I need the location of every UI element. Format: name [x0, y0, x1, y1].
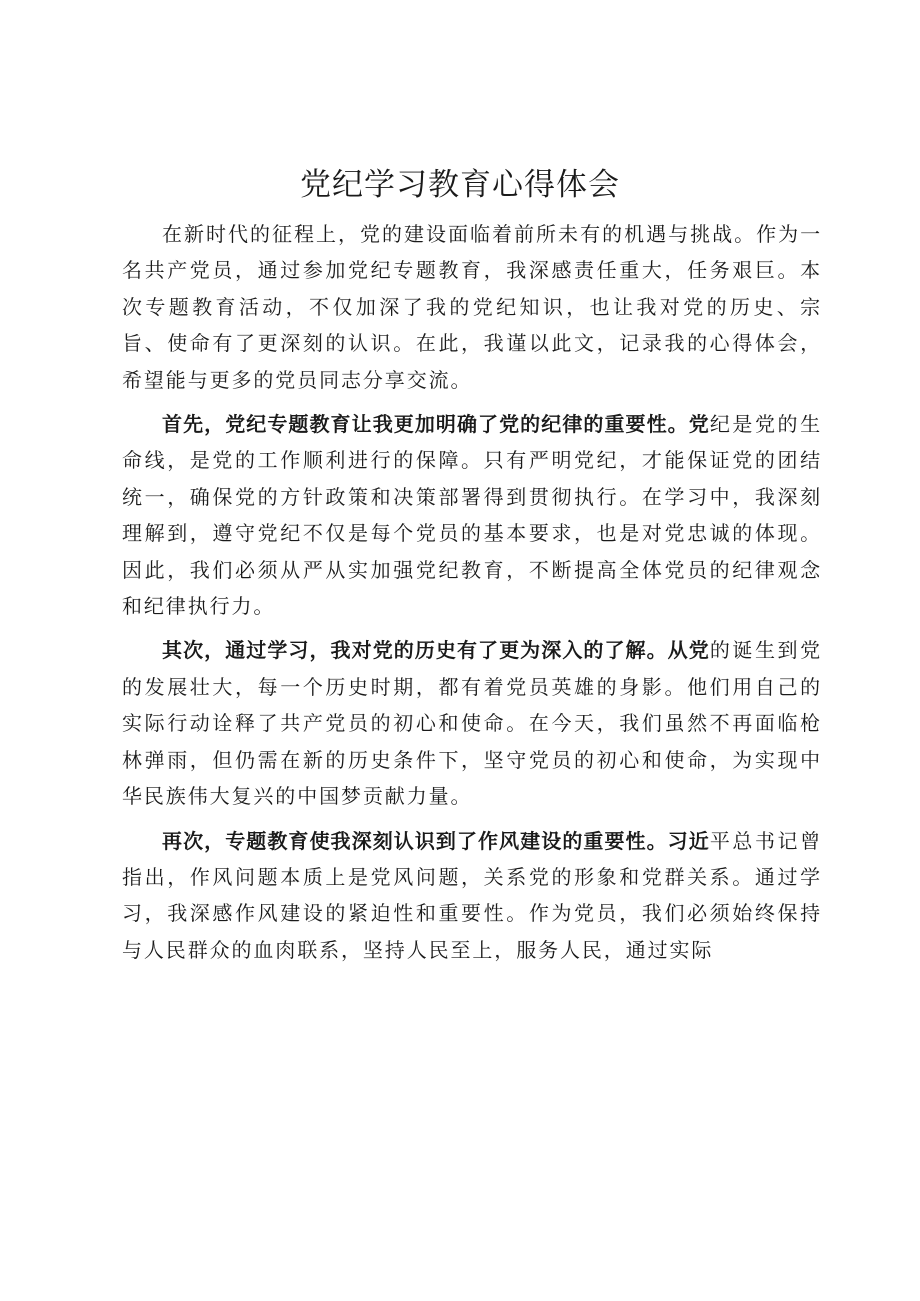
paragraph-text: 的诞生到党的发展壮大，每一个历史时期，都有着党员英雄的身影。他们用自己的实际行动诠释了共产党员的初心和使命。在今天，我们虽然不再面临枪林弹雨，但仍需在新的历史条件下，坚守党员的初心和使命，为实现中华民族伟大复兴的中国梦贡献力量。: [122, 638, 823, 809]
paragraph-lead: 再次，专题教育使我深刻认识到了作风建设的重要性。习近: [162, 828, 710, 853]
paragraph-history: [122, 632, 822, 814]
paragraph-text: 平总书记曾指出，作风问题本质上是党风问题，关系党的形象和党群关系。通过学习，我深感作风建设的紧迫性和重要性。作为党员，我们必须始终保持与人民群众的血肉联系，坚持人民至上，服务人民，通过实际: [122, 828, 823, 962]
document-body: [122, 216, 822, 976]
document-title: 党纪学习教育心得体会: [300, 167, 620, 203]
paragraph-lead: 其次，通过学习，我对党的历史有了更为深入的了解。从党: [162, 638, 710, 663]
paragraph-discipline: [122, 406, 822, 624]
paragraph-intro: [122, 216, 822, 398]
paragraph-lead: 首先，党纪专题教育让我更加明确了党的纪律的重要性。党: [162, 412, 710, 437]
paragraph-text: 纪是党的生命线，是党的工作顺利进行的保障。只有严明党纪，才能保证党的团结统一，确保党的方针政策和决策部署得到贯彻执行。在学习中，我深刻理解到，遵守党纪不仅是每个党员的基本要求，也是对党忠诚的体现。因此，我们必须从严从实加强党纪教育，不断提高全体党员的纪律观念和纪律执行力。: [122, 412, 823, 619]
paragraph-work-style: [122, 823, 822, 969]
paragraph-text: 在新时代的征程上，党的建设面临着前所未有的机遇与挑战。作为一名共产党员，通过参加党纪专题教育，我深感责任重大，任务艰巨。本次专题教育活动，不仅加深了我的党纪知识，也让我对党的历史、宗旨、使命有了更深刻的认识。在此，我谨以此文，记录我的心得体会，希望能与更多的党员同志分享交流。: [122, 222, 822, 392]
